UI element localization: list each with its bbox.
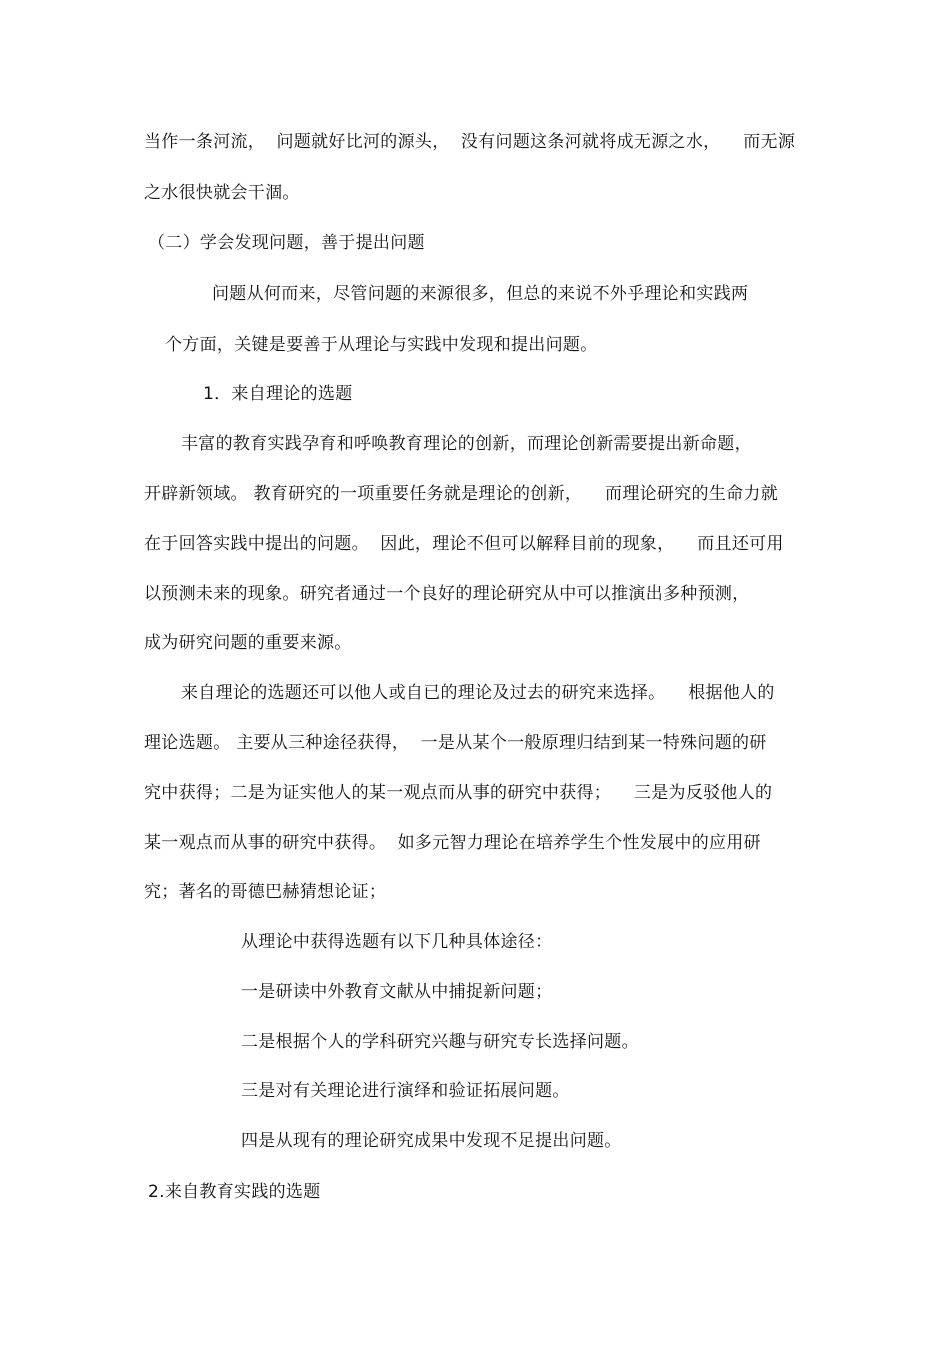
section-heading: （二）学会发现问题，善于提出问题: [148, 233, 425, 253]
subsection-heading: 1．来自理论的选题: [203, 384, 353, 404]
list-item: 三是对有关理论进行演绎和验证拓展问题。: [241, 1081, 570, 1101]
paragraph-line: 问题从何而来，尽管问题的来源很多，但总的来说不外乎理论和实践两: [212, 284, 749, 304]
list-intro: 从理论中获得选题有以下几种具体途径：: [241, 932, 553, 952]
paragraph-line: 成为研究问题的重要来源。: [144, 633, 352, 653]
list-item: 四是从现有的理论研究成果中发现不足提出问题。: [241, 1131, 622, 1151]
paragraph-line: 究中获得；二是为证实他人的某一观点而从事的研究中获得； 三是为反驳他人的: [144, 783, 773, 803]
paragraph-line: 理论选题。 主要从三种途径获得， 一是从某个一般原理归结到某一特殊问题的研: [144, 733, 767, 753]
subsection-heading: 2.来自教育实践的选题: [148, 1182, 321, 1202]
paragraph-line: 某一观点而从事的研究中获得。 如多元智力理论在培养学生个性发展中的应用研: [144, 833, 761, 853]
list-item: 二是根据个人的学科研究兴趣与研究专长选择问题。: [241, 1032, 639, 1052]
paragraph-line: 在于回答实践中提出的问题。 因此，理论不但可以解释目前的现象， 而且还可用: [144, 534, 784, 554]
paragraph-line: 个方面，关键是要善于从理论与实践中发现和提出问题。: [165, 335, 598, 355]
paragraph-line: 当作一条河流， 问题就好比河的源头， 没有问题这条河就将成无源之水， 而无源: [144, 132, 796, 152]
paragraph-line: 丰富的教育实践孕育和呼唤教育理论的创新，而理论创新需要提出新命题，: [181, 434, 752, 454]
paragraph-line: 究；著名的哥德巴赫猜想论证；: [144, 882, 387, 902]
paragraph-line: 以预测未来的现象。研究者通过一个良好的理论研究从中可以推演出多种预测，: [144, 584, 750, 604]
paragraph-line: 开辟新领域。 教育研究的一项重要任务就是理论的创新， 而理论研究的生命力就: [144, 484, 779, 504]
paragraph-line: 来自理论的选题还可以他人或自已的理论及过去的研究来选择。 根据他人的: [181, 683, 775, 703]
paragraph-line: 之水很快就会干涸。: [144, 183, 300, 203]
list-item: 一是研读中外教育文献从中捕捉新问题；: [241, 982, 553, 1002]
